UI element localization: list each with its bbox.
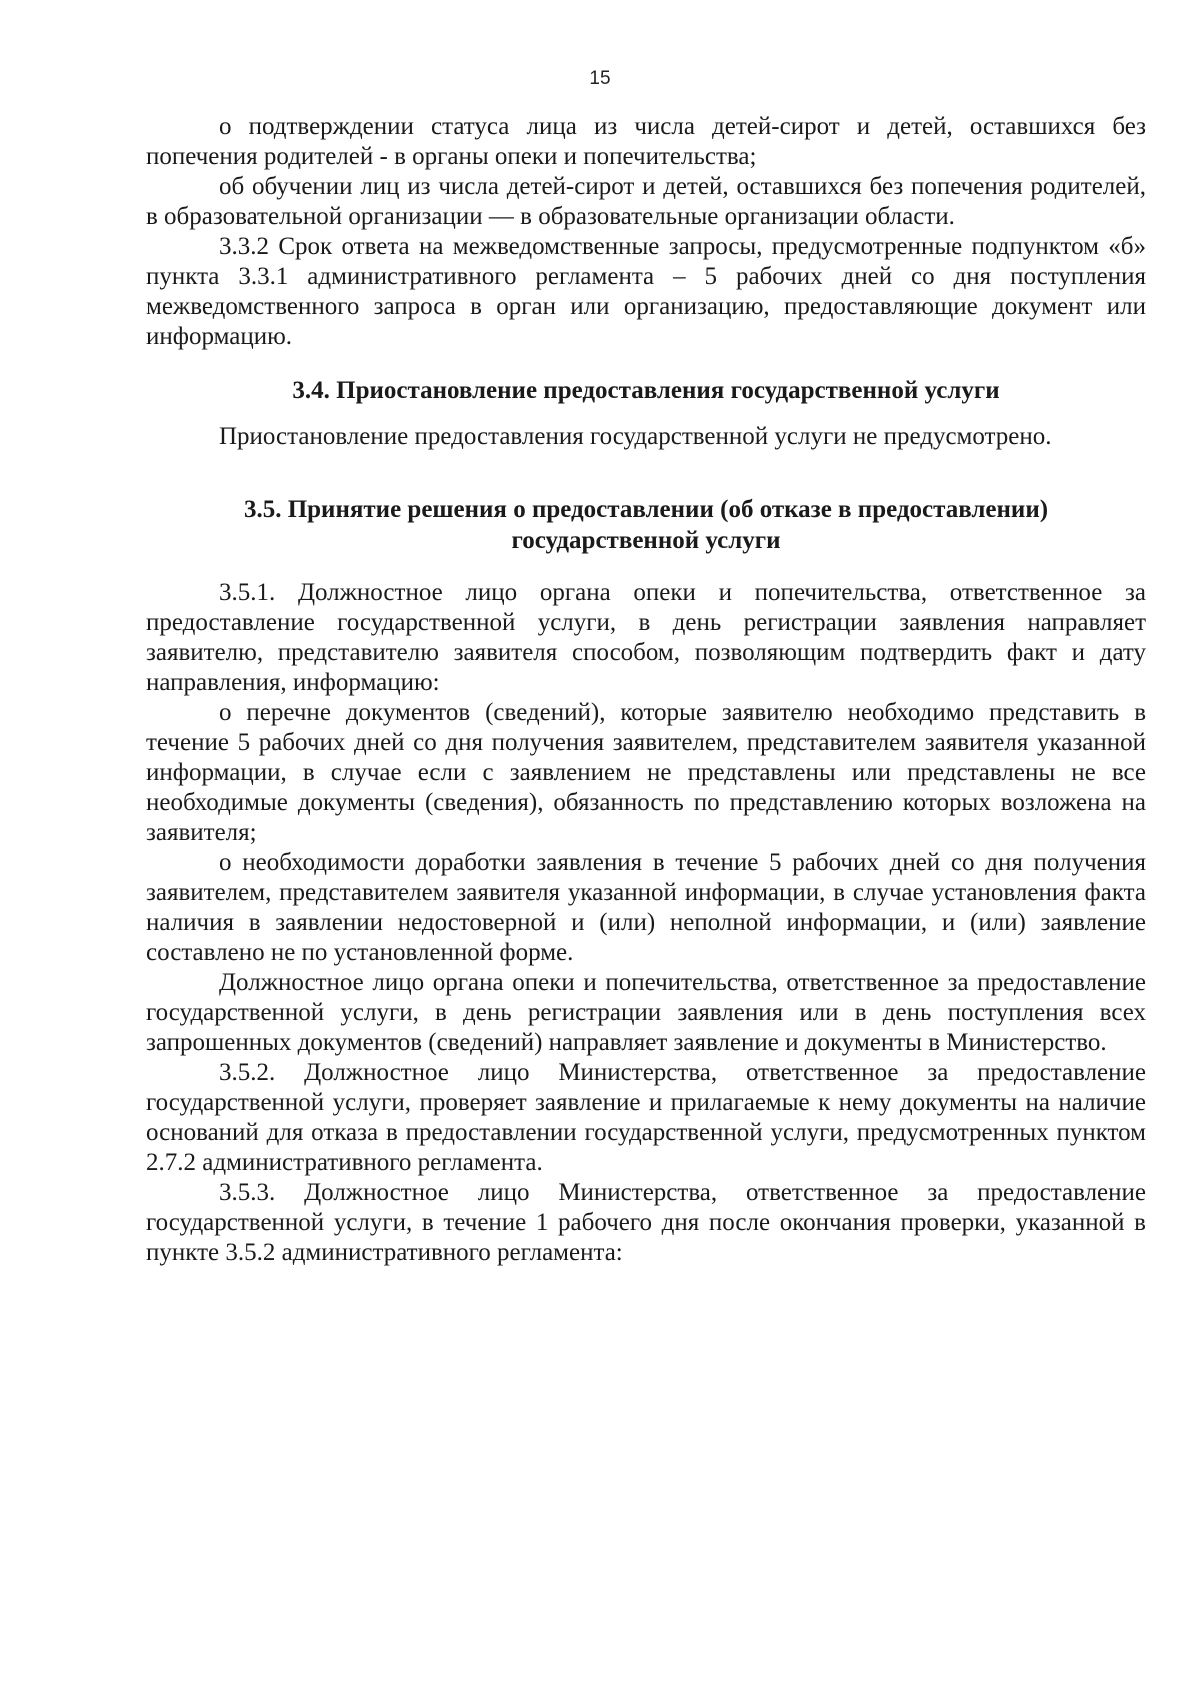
paragraph: 3.5.1. Должностное лицо органа опеки и попечительства, ответственное за предоставление государственной услуги, в день регистрации заявления направляет заявителю, представителю заявителя способом, позволяющим подтвердить факт и дату направления, информацию: — [146, 579, 1146, 696]
section-heading-3-5 — [146, 494, 1146, 556]
paragraph: о необходимости доработки заявления в течение 5 рабочих дней со дня получения заявителем, представителем заявителя указанной информации, в случае установления факта наличия в заявлении недостоверной и (или) неполной информации, и (или) заявление составлено не по установленной форме. — [146, 849, 1146, 966]
section-heading-line: государственной услуги — [511, 527, 781, 554]
page-number: 15 — [589, 68, 611, 89]
section-heading-3-4: 3.4. Приостановление предоставления государственной услуги — [292, 377, 1000, 404]
paragraph: Должностное лицо органа опеки и попечительства, ответственное за предоставление государственной услуги, в день регистрации заявления или в день поступления всех запрошенных документов (сведений) направляет заявление и документы в Министерство. — [146, 969, 1146, 1056]
paragraph: 3.5.3. Должностное лицо Министерства, ответственное за предоставление государственной услуги, в течение 1 рабочего дня после окончания проверки, указанной в пункте 3.5.2 административного регламента: — [146, 1179, 1146, 1266]
paragraph: о перечне документов (сведений), которые заявителю необходимо представить в течение 5 рабочих дней со дня получения заявителем, представителем заявителя указанной информации, в случае если с заявлением не представлены или представлены не все необходимые документы (сведения), обязанность по представлению которых возложена на заявителя; — [146, 699, 1146, 846]
paragraph: 3.3.2 Срок ответа на межведомственные запросы, предусмотренные подпунктом «б» пункта 3.3.1 административного регламента – 5 рабочих дней со дня поступления межведомственного запроса в орган или организацию, предоставляющие документ или информацию. — [146, 233, 1146, 350]
paragraph: об обучении лиц из числа детей-сирот и детей, оставшихся без попечения родителей, в образовательной организации — в образовательные организации области. — [146, 173, 1146, 230]
document-body — [146, 112, 1146, 1268]
section-heading-line: 3.5. Принятие решения о предоставлении (об отказе в предоставлении) — [243, 496, 1049, 523]
paragraph: Приостановление предоставления государственной услуги не предусмотрено. — [219, 423, 1052, 450]
paragraph: 3.5.2. Должностное лицо Министерства, ответственное за предоставление государственной услуги, проверяет заявление и прилагаемые к нему документы на наличие оснований для отказа в предоставлении государственной услуги, предусмотренных пунктом 2.7.2 административного регламента. — [146, 1059, 1146, 1176]
paragraph: о подтверждении статуса лица из числа детей-сирот и детей, оставшихся без попечения родителей - в органы опеки и попечительства; — [146, 113, 1146, 170]
